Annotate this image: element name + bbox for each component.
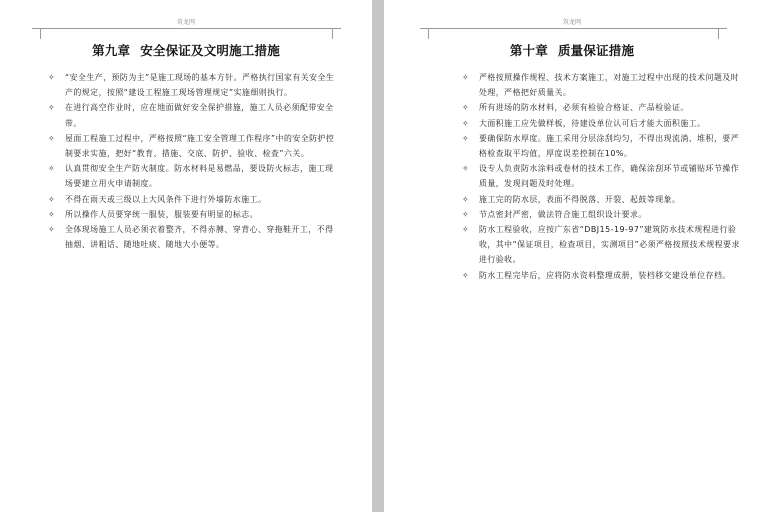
list-item: ✧ 设专人负责防水涂料或卷材的技术工作，确保涂刮环节或铺贴环节操作质量，发现问题及时处理。 [462, 161, 744, 191]
list-item: ✧ “安全生产，预防为主”是施工现场的基本方针。严格执行国家有关安全生产的规定，按照“建设工程施工现场管理规定”实施细则执行。 [48, 70, 338, 100]
bullet-icon: ✧ [48, 194, 56, 204]
list-item: ✧ 节点密封严密，做法符合施工组织设计要求。 [462, 207, 744, 222]
bullet-icon: ✧ [462, 103, 470, 113]
bullet-icon: ✧ [462, 194, 470, 204]
bullet-icon: ✧ [48, 103, 56, 113]
right-bullet-list [462, 70, 744, 283]
list-item: ✧ 所有进场的防水材料，必须有检验合格证、产品检验证。 [462, 100, 744, 115]
list-item: ✧ 屋面工程施工过程中，严格按照“施工安全管理工作程序”中的安全防护控制要求实施，把好“教育、措施、交底、防护、验收、检查”六关。 [48, 131, 338, 161]
bullet-icon: ✧ [462, 270, 470, 280]
page-gutter [372, 0, 384, 512]
list-item: ✧ 所以操作人员要穿统一服装，服装要有明显的标志。 [48, 207, 338, 222]
list-item: ✧ 严格按照操作规程、技术方案施工，对施工过程中出现的技术问题及时处理，严格把好质量关。 [462, 70, 744, 100]
list-item: ✧ 要确保防水厚度。施工采用分层涂刮均匀，不得出现流淌、堆积，要严格检查取平均值，厚度误差控制在10%。 [462, 131, 744, 161]
bullet-icon: ✧ [462, 118, 470, 128]
bullet-icon: ✧ [48, 209, 56, 219]
bullet-icon: ✧ [48, 133, 56, 143]
list-item: ✧ 不得在雨天或三级以上大风条件下进行外墙防水施工。 [48, 192, 338, 207]
list-item: ✧ 施工完的防水层，表面不得脱落、开裂、起鼓等现象。 [462, 192, 744, 207]
list-item: ✧ 防水工程验收，应按广东省“DBJ15-19-97”建筑防水技术规程进行验收，其中“保证项目，检查项目，实测项目”必须严格按照技术规程要求进行验收。 [462, 222, 744, 268]
list-item: ✧ 全体现场施工人员必须衣着整齐，不得赤膊、穿背心、穿拖鞋开工，不得抽烟、讲粗话、随地吐痰、随地大小便等。 [48, 222, 338, 252]
header-rule [40, 28, 332, 29]
list-item: ✧ 防水工程完毕后，应将防水资料整理成册，装档移交建设单位存档。 [462, 268, 744, 283]
bullet-icon: ✧ [48, 73, 56, 82]
header-corner-right [718, 28, 727, 39]
chapter-heading: 质量保证措施 [557, 43, 635, 58]
bullet-icon: ✧ [462, 225, 470, 235]
left-bullet-list [48, 70, 338, 252]
header-corner-right [332, 28, 341, 39]
header-corner-left [32, 28, 41, 39]
chapter-title [384, 41, 760, 59]
chapter-number: 第九章 [92, 43, 131, 58]
header-corner-left [420, 28, 429, 39]
page-header-text: 筑龙网 [176, 19, 195, 26]
bullet-icon: ✧ [462, 133, 470, 143]
page-header-text: 筑龙网 [562, 19, 581, 26]
bullet-icon: ✧ [462, 164, 470, 174]
bullet-icon: ✧ [462, 209, 470, 219]
header-rule [428, 28, 718, 29]
list-item: ✧ 在进行高空作业时，应在地面做好安全保护措施，施工人员必须配带安全带。 [48, 100, 338, 130]
bullet-icon: ✧ [48, 225, 56, 235]
list-item: ✧ 认真贯彻安全生产防火制度。防水材料是易燃品，要设防火标志，施工现场要建立用火申请制度。 [48, 161, 338, 191]
bullet-icon: ✧ [462, 73, 470, 82]
chapter-title [0, 41, 372, 59]
bullet-icon: ✧ [48, 164, 56, 174]
chapter-heading: 安全保证及文明施工措施 [140, 43, 280, 58]
list-item: ✧ 大面积施工应先做样板，待建设单位认可后才能大面积施工。 [462, 116, 744, 131]
chapter-number: 第十章 [509, 43, 548, 58]
